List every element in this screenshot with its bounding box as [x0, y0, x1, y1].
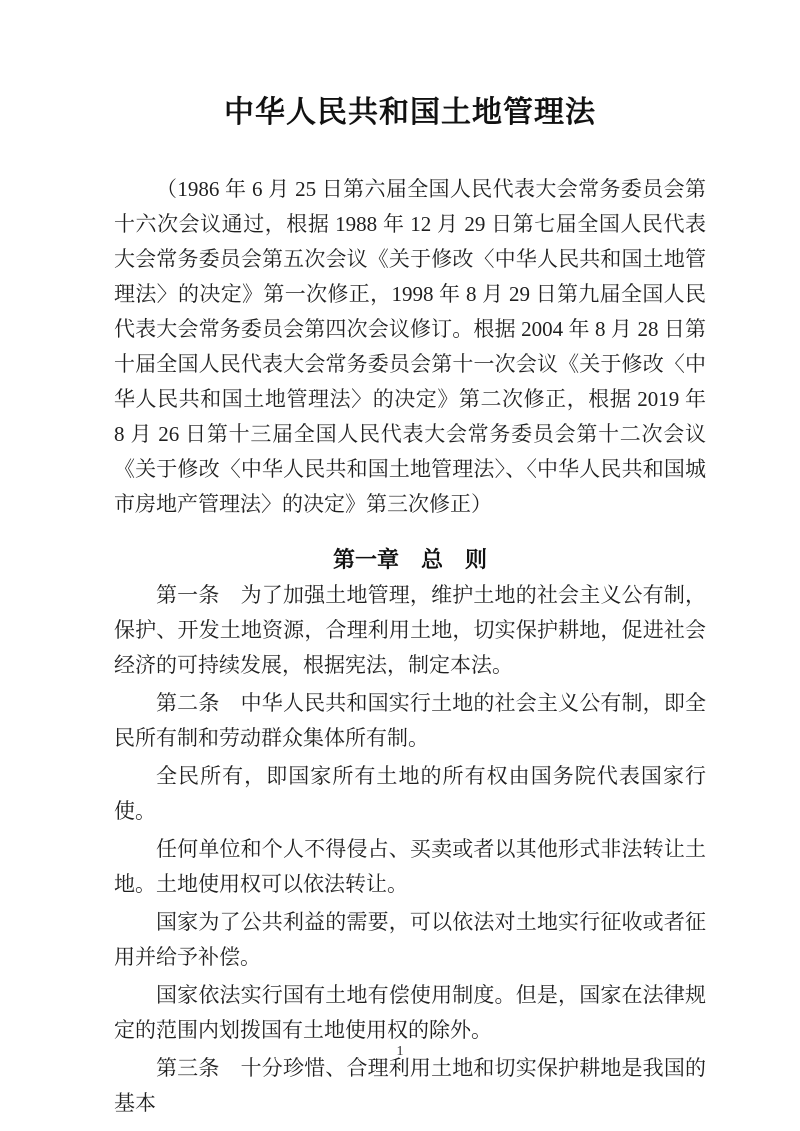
preamble-paragraph: （1986 年 6 月 25 日第六届全国人民代表大会常务委员会第十六次会议通过，根据 1988 年 12 月 29 日第七届全国人民代表大会常务委员会第五次会议《关于修改〈中华人民共和国土地管理法〉的决定》第一次修正，1998 年 8 月 29 日第九届全国人民代表大会常务委员会第四次会议修订。根据 2004 年 8 月 28 日第十届全国人民代表大会常务委员会第十一次会议《关于修改〈中华人民共和国土地管理法〉的决定》第二次修正，根据 2019 年 8 月 26 日第十三届全国人民代表大会常务委员会第十二次会议《关于修改〈中华人民共和国土地管理法〉、〈中华人民共和国城市房地产管理法〉的决定》第三次修正） [114, 177, 706, 516]
article-2-clause-2-paragraph: 全民所有，即国家所有土地的所有权由国务院代表国家行使。 [114, 764, 706, 823]
article-1-paragraph: 第一条 为了加强土地管理，维护土地的社会主义公有制，保护、开发土地资源，合理利用土地，切实保护耕地，促进社会经济的可持续发展，根据宪法，制定本法。 [114, 583, 706, 677]
page-number: 1 [396, 1044, 404, 1059]
document-content [114, 0, 706, 1121]
article-2-clause-3-paragraph: 任何单位和个人不得侵占、买卖或者以其他形式非法转让土地。土地使用权可以依法转让。 [114, 837, 706, 896]
chapter-heading: 第一章 总 则 [332, 547, 487, 572]
article-2-paragraph: 第二条 中华人民共和国实行土地的社会主义公有制，即全民所有制和劳动群众集体所有制。 [114, 691, 706, 750]
article-2-clause-5-paragraph: 国家依法实行国有土地有偿使用制度。但是，国家在法律规定的范围内划拨国有土地使用权的除外。 [114, 983, 706, 1042]
article-2-clause-4-paragraph: 国家为了公共利益的需要，可以依法对土地实行征收或者征用并给予补偿。 [114, 910, 706, 969]
article-3-paragraph: 第三条 十分珍惜、合理利用土地和切实保护耕地是我国的基本 [114, 1056, 706, 1115]
document-title: 中华人民共和国土地管理法 [224, 96, 596, 129]
